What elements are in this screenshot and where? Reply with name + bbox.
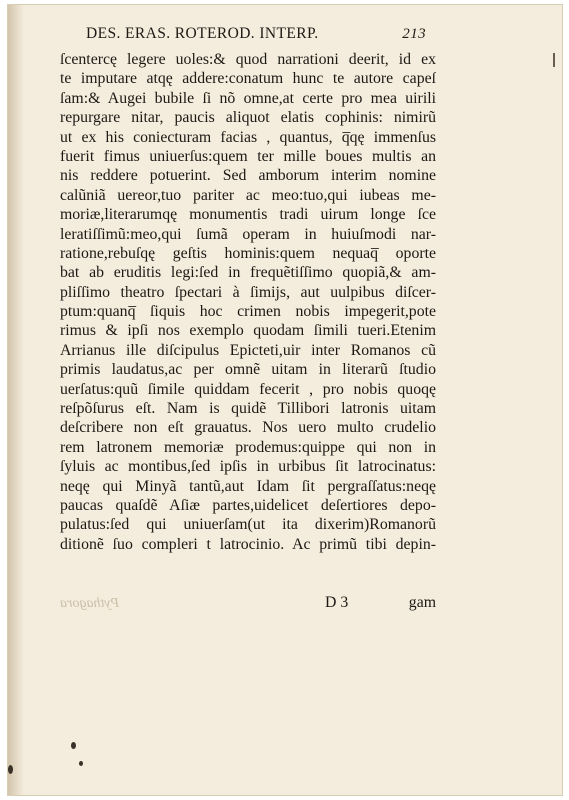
book-page xyxy=(7,4,563,796)
text-line: uerſatus:quũ ſimile quiddam fecerit , pro nobis quoqę xyxy=(60,380,436,398)
show-through-text: Pythagora xyxy=(60,596,120,611)
page-footer xyxy=(60,594,436,616)
catchword: gam xyxy=(408,594,436,611)
text-line: bat ab eruditis legi:ſed in frequẽtiſſimo quopiã,& am- xyxy=(60,264,436,282)
running-head xyxy=(86,25,426,43)
text-line: leratiſſimũ:meo,qui ſumã operam in huiuſmodi nar- xyxy=(60,225,436,243)
text-line: Arrianus ille diſcipulus Epicteti,uir inter Romanos cũ xyxy=(60,341,436,359)
text-line: pulatus:ſed qui uniuerſam(ut ita dixerim)Romanorũ xyxy=(60,516,436,534)
text-line: ut ex his coniecturam facias , quantus, q̅qę immenſus xyxy=(60,128,436,146)
text-line: paucas quaſdẽ Aſiæ partes,uidelicet deſertiores depo- xyxy=(60,496,436,514)
text-line: primis laudatus,ac per omnẽ uitam in literarũ ſtudio xyxy=(60,361,436,379)
running-head-title: DES. ERAS. ROTEROD. INTERP. xyxy=(86,25,319,42)
text-line: ſcentercę legere uoles:& quod narrationi deerit, id ex xyxy=(60,51,436,68)
text-line: nis reddere potuerint. Sed amborum interim nomine xyxy=(60,167,436,185)
text-line: ſyluis ac montibus,ſed ipſis in urbibus ſit latrocinatus: xyxy=(60,458,436,476)
text-line: moriæ,literarumqę monumentis tradi uirum longe ſce xyxy=(60,206,436,224)
text-line: ſam:& Augei bubile ſi nõ omne,at certe pro mea uirili xyxy=(60,89,436,107)
text-line: neqę qui Minyã tantũ,aut Idam ſit pergraſſatus:neqę xyxy=(60,477,436,495)
text-line: reſpõſurus eſt. Nam is quidẽ Tillibori latronis uitam xyxy=(60,400,436,418)
folio-number: 213 xyxy=(402,26,426,42)
ink-blot xyxy=(79,761,83,766)
ink-blot xyxy=(71,742,76,749)
text-line: te imputare atqę addere:conatum hunc te autore capeſ xyxy=(60,70,436,88)
text-line: calũniã uereor,tuo pariter ac meo:tuo,qui iubeas me- xyxy=(60,186,436,204)
text-line: fuerit fimus uniuerſus:quem ter mille boues multis an xyxy=(60,147,436,165)
text-line: rimus & ipſi nos exemplo quodam ſimili tueri.Etenim xyxy=(60,322,436,340)
text-line: repurgare nitar, paucis aliquot elatis cophinis: nimirũ xyxy=(60,109,436,127)
ink-blot xyxy=(8,765,13,774)
text-block xyxy=(60,50,436,554)
signature-mark: D 3 xyxy=(325,594,349,611)
text-line: pliſſimo theatro ſpectari à ſimijs, aut uulpibus diſcer- xyxy=(60,283,436,301)
gutter-shadow xyxy=(8,5,24,795)
text-line: deſcribere non eſt grauatus. Nos uero multo crudelio xyxy=(60,419,436,437)
text-line: ratione,rebuſqę geſtis hominis:quem nequaq̅ oporte xyxy=(60,244,436,262)
edge-mark xyxy=(553,53,555,67)
text-line: ditionẽ ſuo compleri t latrocinio. Ac primũ tibi depin- xyxy=(60,535,436,553)
text-line: ptum:quanq̅ ſiquis hoc crimen nobis impegerit,pote xyxy=(60,303,436,321)
text-line: rem latronem memoriæ prodemus:quippe qui non in xyxy=(60,438,436,456)
